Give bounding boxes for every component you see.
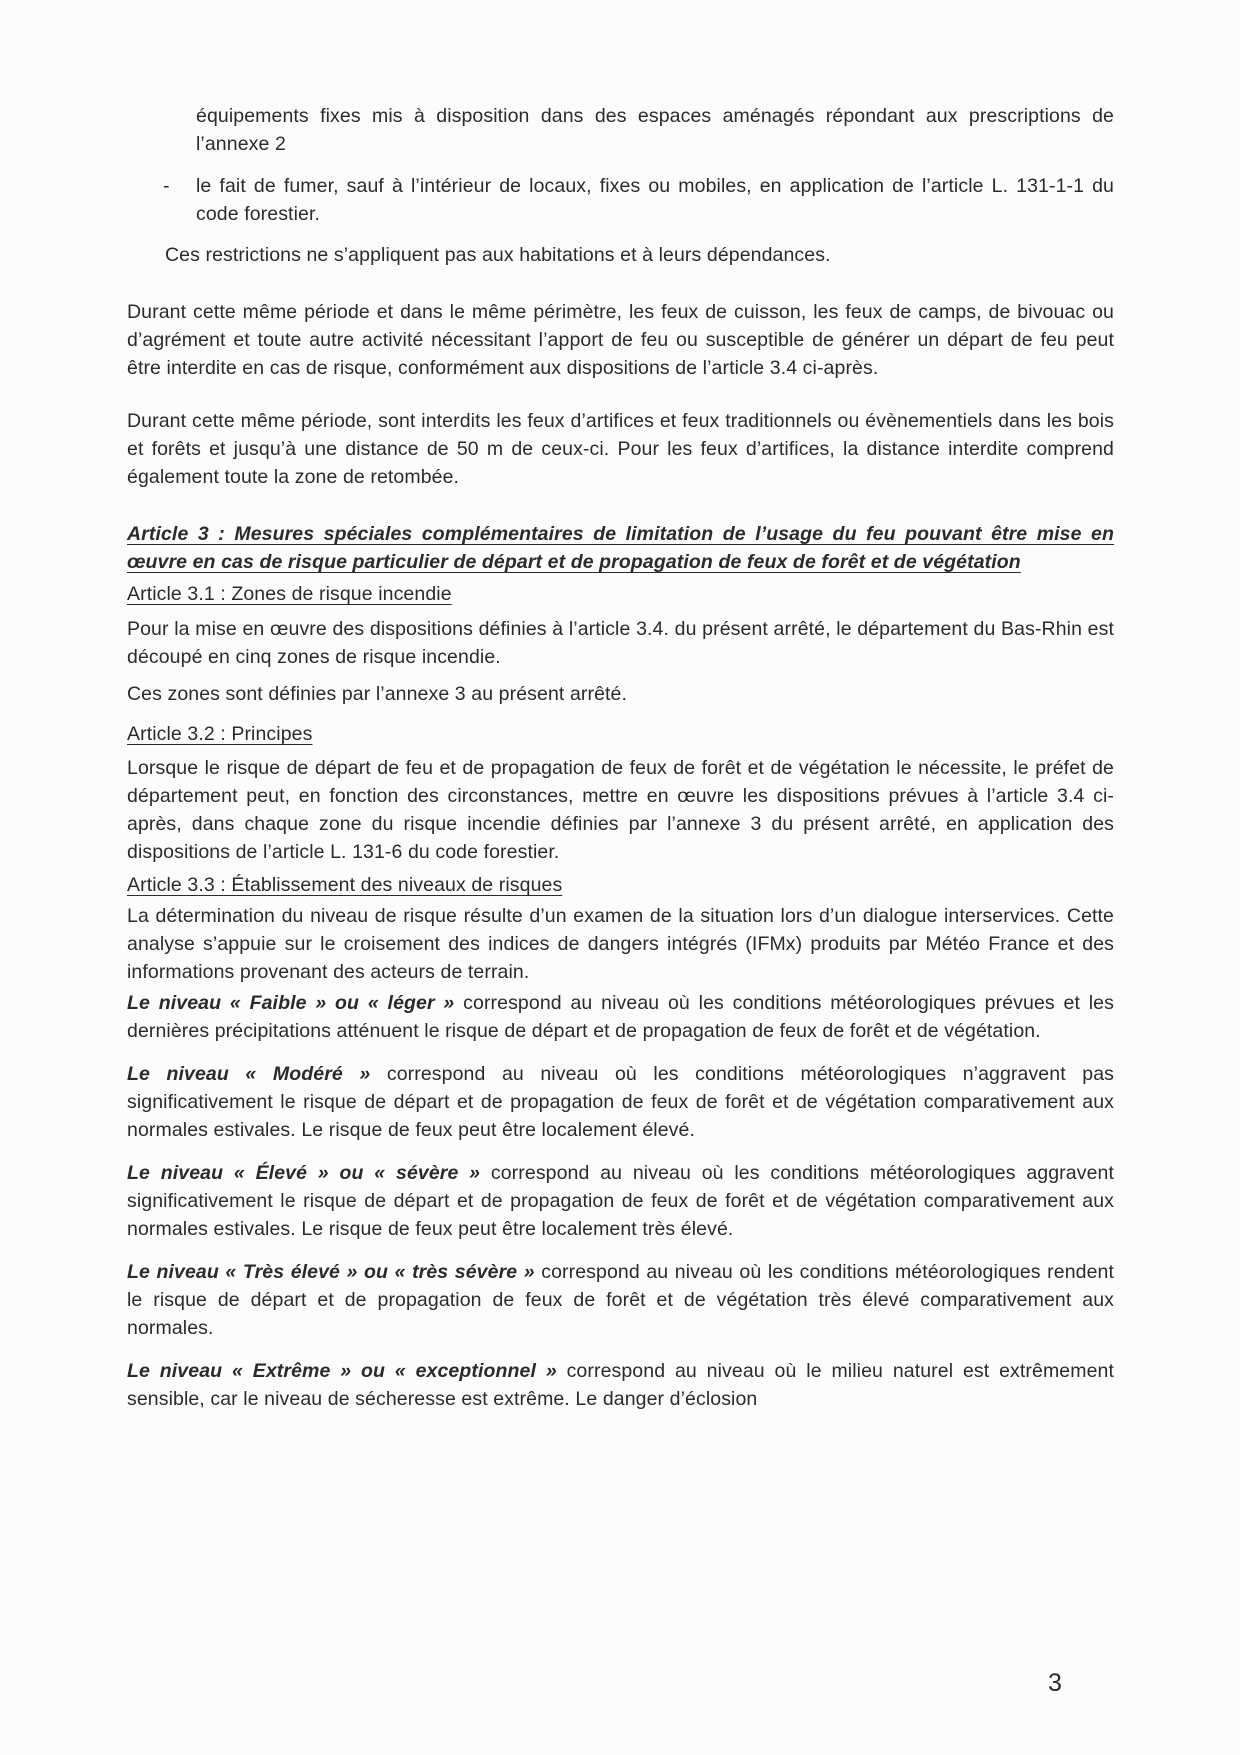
article-3-1-heading: Article 3.1 : Zones de risque incendie [127, 583, 452, 605]
restrictions-note: Ces restrictions ne s’appliquent pas aux habitations et à leurs dépendances. [165, 244, 831, 266]
article-3-3-heading: Article 3.3 : Établissement des niveaux de risques [127, 874, 563, 896]
level-name-modere: Le niveau « Modéré » [127, 1063, 371, 1085]
level-description-eleve: correspond au niveau où les conditions météorologiques aggravent significativement le risque de départ et de propagation de feux de forêt et de végétation comparativement aux normales estivales. Le risque de feux peut être localement très élevé. [127, 1162, 1114, 1240]
list-item-text: le fait de fumer, sauf à l’intérieur de locaux, fixes ou mobiles, en application de l’article L. 131-1-1 du code forestier. [196, 175, 1114, 225]
article-3-1-paragraph-2: Ces zones sont définies par l’annexe 3 au présent arrêté. [127, 683, 627, 705]
level-paragraph-tres-eleve [127, 1258, 1114, 1342]
level-name-extreme: Le niveau « Extrême » ou « exceptionnel » [127, 1360, 557, 1382]
list-item [163, 172, 1114, 228]
list-dash-marker: - [163, 175, 170, 197]
article-3-3-paragraph: La détermination du niveau de risque résulte d’un examen de la situation lors d’un dialogue interservices. Cette analyse s’appuie sur le croisement des indices de dangers intégrés (IFMx) produits par Météo France et des informations provenant des acteurs de terrain. [127, 905, 1114, 983]
level-description-faible: correspond au niveau où les conditions météorologiques prévues et les dernières précipitations atténuent le risque de départ et de propagation de feux de forêt et de végétation. [127, 992, 1114, 1042]
article-3-2-paragraph: Lorsque le risque de départ de feu et de propagation de feux de forêt et de végétation le nécessite, le préfet de département peut, en fonction des circonstances, mettre en œuvre les dispositions prévues à l’article 3.4 ci-après, dans chaque zone du risque incendie définies par l’annexe 3 du présent arrêté, en application des dispositions de l’article L. 131-6 du code forestier. [127, 757, 1114, 863]
level-name-eleve: Le niveau « Élevé » ou « sévère » [127, 1162, 481, 1184]
level-paragraph-eleve [127, 1159, 1114, 1243]
level-paragraph-faible [127, 989, 1114, 1045]
paragraph-feux-artifices: Durant cette même période, sont interdits les feux d’artifices et feux traditionnels ou évènementiels dans les bois et forêts et jusqu’à une distance de 50 m de ceux-ci. Pour les feux d’artifices, la distance interdite comprend également toute la zone de retombée. [127, 410, 1114, 488]
level-paragraph-modere [127, 1060, 1114, 1144]
level-name-tres-eleve: Le niveau « Très élevé » ou « très sévère » [127, 1261, 535, 1283]
document-content [127, 102, 1114, 1413]
level-name-faible: Le niveau « Faible » ou « léger » [127, 992, 455, 1014]
level-description-extreme: correspond au niveau où le milieu naturel est extrêmement sensible, car le niveau de sécheresse est extrême. Le danger d’éclosion [127, 1360, 1114, 1410]
level-description-tres-eleve: correspond au niveau où les conditions météorologiques rendent le risque de départ et de propagation de feux de forêt et de végétation très élevé comparativement aux normales. [127, 1261, 1114, 1339]
paragraph-feux-cuisson: Durant cette même période et dans le même périmètre, les feux de cuisson, les feux de camps, de bivouac ou d’agrément et toute autre activité nécessitant l’apport de feu ou susceptible de générer un départ de feu peut être interdite en cas de risque, conformément aux dispositions de l’article 3.4 ci-après. [127, 301, 1114, 379]
page-number: 3 [1048, 1669, 1062, 1697]
article-3-1-paragraph-1: Pour la mise en œuvre des dispositions définies à l’article 3.4. du présent arrêté, le département du Bas-Rhin est découpé en cinq zones de risque incendie. [127, 618, 1114, 668]
level-description-modere: correspond au niveau où les conditions météorologiques n’aggravent pas significativement le risque de départ et de propagation de feux de forêt et de végétation comparativement aux normales estivales. Le risque de feux peut être localement élevé. [127, 1063, 1114, 1141]
article-3-2-heading: Article 3.2 : Principes [127, 723, 313, 745]
continuation-item-text: équipements fixes mis à disposition dans des espaces aménagés répondant aux prescriptions de l’annexe 2 [196, 105, 1114, 155]
article-3-heading: Article 3 : Mesures spéciales complémentaires de limitation de l’usage du feu pouvant être mise en œuvre en cas de risque particulier de départ et de propagation de feux de forêt et de végétation [127, 523, 1114, 573]
level-paragraph-extreme [127, 1357, 1114, 1413]
